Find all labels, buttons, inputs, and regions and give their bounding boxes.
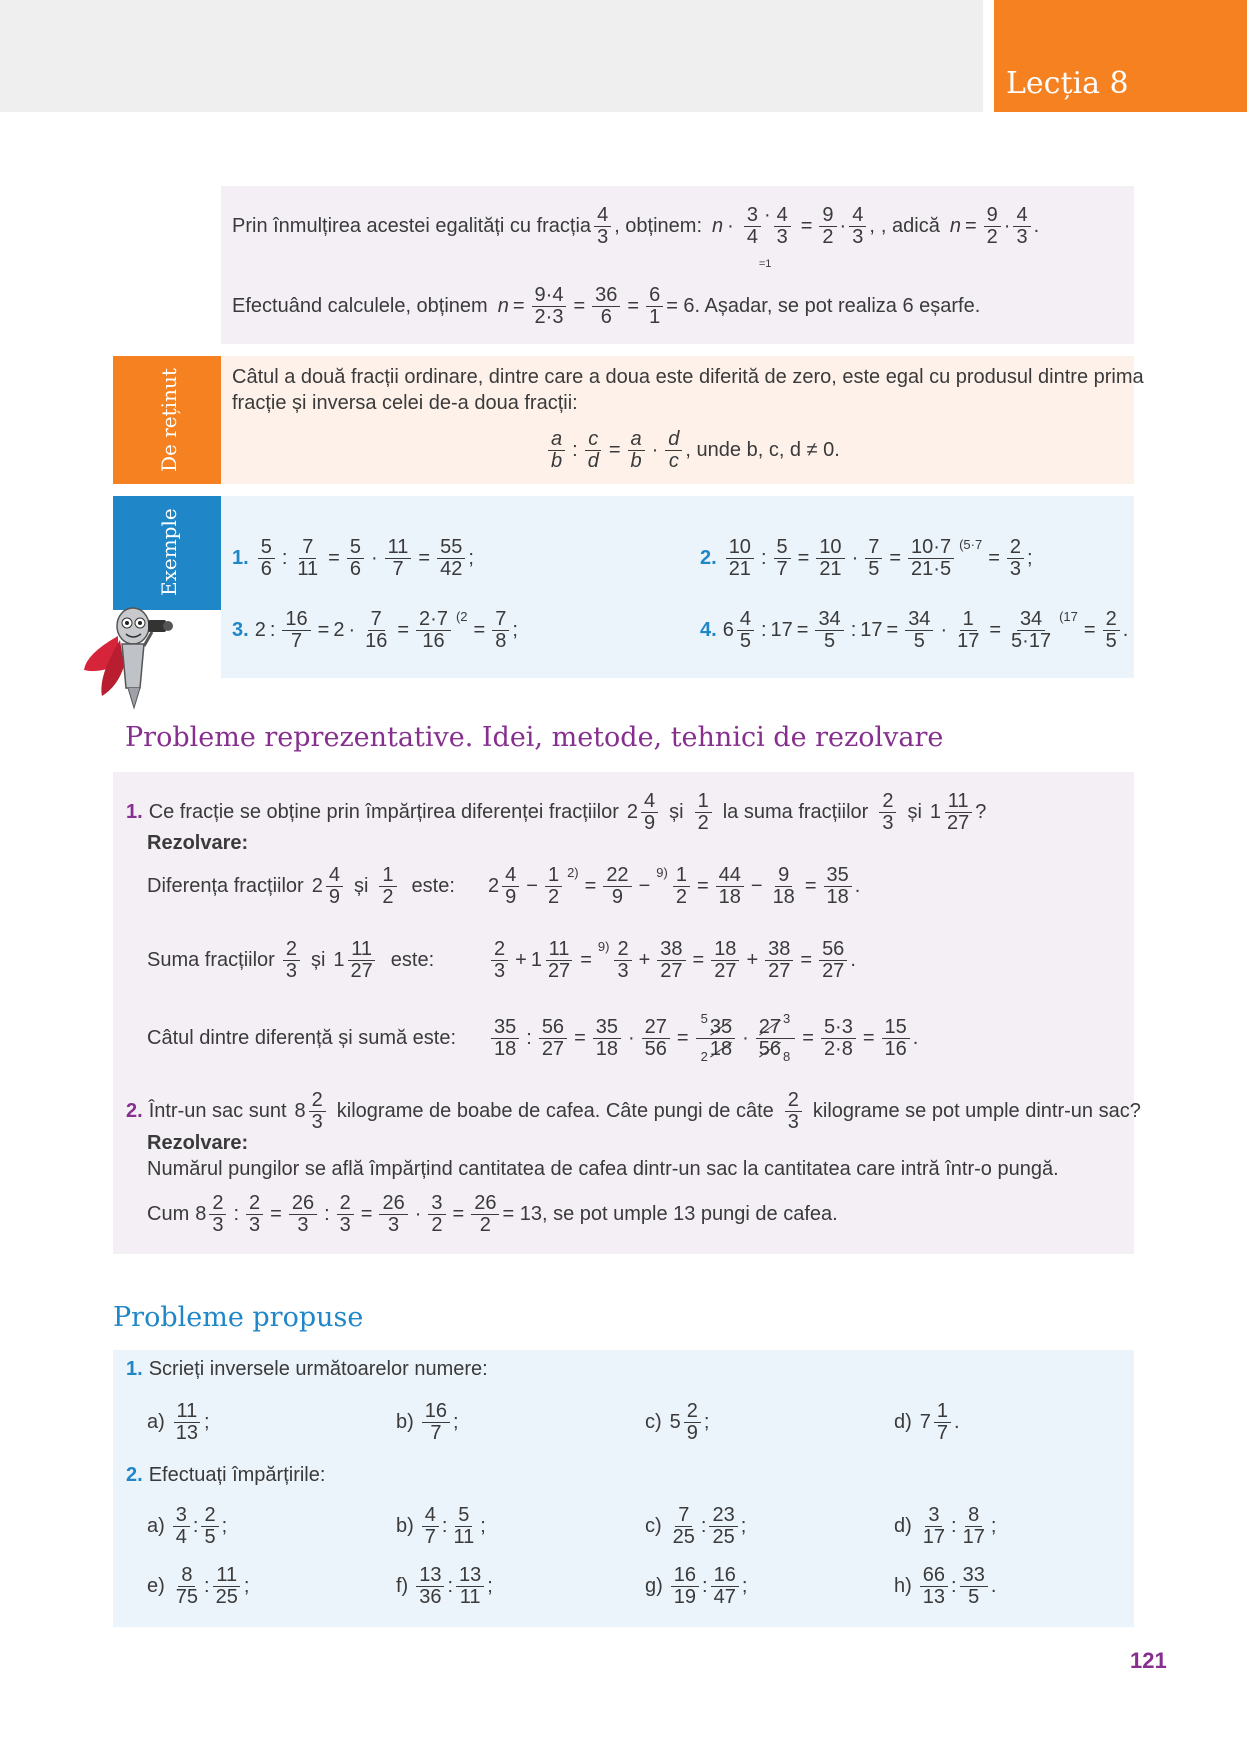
propuse-2-a: a) $\frac{3}{4}$ : $\frac{2}{5}$ ; bbox=[147, 1503, 228, 1548]
propuse-1-b: b) $\frac{16}{7}$ ; bbox=[396, 1399, 459, 1444]
problem-2-rezolvare: Rezolvare: bbox=[147, 1132, 249, 1154]
propuse-1-text: 1. Scrieți inversele următoarelor numere: bbox=[126, 1358, 488, 1380]
propuse-2-g: g) $\frac{16}{19}$ : $\frac{16}{47}$ ; bbox=[645, 1563, 748, 1608]
example-1: 1. $\frac{5}{6}$ : $\frac{7}{11}$ = $\frac{5}{6}$ · $\frac{11}{7}$ = $\frac{55}{42}$ ; bbox=[232, 535, 474, 580]
robot-mascot-illustration bbox=[78, 596, 188, 716]
retinut-formula: $\frac{a}{b}$ : $\frac{c}{d}$ = $\frac{a}{b}$ · $\frac{d}{c}$ , unde b, c, d ≠ 0. bbox=[545, 422, 840, 478]
problem-1-sum-label: Suma fracțiilor $\frac{2}{3}$ și 1 $\frac{11}{27}$ este: bbox=[147, 937, 435, 982]
lesson-tab bbox=[994, 0, 1247, 112]
propuse-1-c: c) 5 $\frac{2}{9}$ ; bbox=[645, 1399, 710, 1444]
problem-1-diff-label: Diferența fracțiilor 2 $\frac{4}{9}$ și $\frac{1}{2}$ este: bbox=[147, 863, 455, 908]
problem-2-question: 2. Într-un sac sunt 8 $\frac{2}{3}$ kilograme de boabe de cafea. Câte pungi de câte $\frac{2}{3}$ kilograme se pot umple dintr-un sac? bbox=[126, 1088, 1141, 1133]
underbraced-product: $\frac{3}{4}$ · $\frac{4}{3}$ =1 bbox=[741, 205, 794, 248]
exemple-tab: Exemple bbox=[113, 496, 221, 610]
retinut-text-2: fracție și inversa celei de-a doua fracții: bbox=[232, 392, 578, 414]
intro-line-1: Prin înmulțirea acestei egalități cu fracția $\frac{4}{3}$ , obținem: n · $\frac{3}{4}$ · $\frac{4}{3}$ =1 = $\frac{9}{2}$ · $\frac{4}{3}$ , , adică n = $\frac{9}{2}$ · $\frac{4}{3}$ . bbox=[232, 203, 1040, 270]
example-2: 2. $\frac{10}{21}$ : $\frac{5}{7}$ = $\frac{10}{21}$ · $\frac{7}{5}$ = $\frac{10\cdot 7}{21\cdot 5}$ (5·7 = $\frac{2}{3}$ ; bbox=[700, 535, 1033, 580]
header-band bbox=[0, 0, 983, 112]
retinut-text-1: Câtul a două fracții ordinare, dintre care a doua este diferită de zero, este egal cu produsul dintre prima bbox=[232, 366, 1144, 388]
problem-1-sum-calc: $\frac{2}{3}$ + 1 $\frac{11}{27}$ = 9) $\frac{2}{3}$ + $\frac{38}{27}$ = $\frac{18}{27}$ + $\frac{38}{27}$ = $\frac{56}{27}$ . bbox=[488, 932, 856, 988]
propuse-2-c: c) $\frac{7}{25}$ : $\frac{23}{25}$ ; bbox=[645, 1503, 747, 1548]
propuse-2-text: 2. Efectuați împărțirile: bbox=[126, 1464, 326, 1486]
section-title-propuse: Probleme propuse bbox=[113, 1302, 364, 1333]
section-title-reprezentative: Probleme reprezentative. Idei, metode, tehnici de rezolvare bbox=[125, 722, 944, 753]
example-3: 3. 2 : $\frac{16}{7}$ = 2 · $\frac{7}{16}$ = $\frac{2\cdot 7}{16}$ (2 = $\frac{7}{8}$ ; bbox=[232, 607, 518, 652]
problem-1-question: 1. Ce fracție se obține prin împărțirea diferenței fracțiilor 2 $\frac{4}{9}$ și $\frac{1}{2}$ la suma fracțiilor $\frac{2}{3}$ și 1 $\frac{11}{27}$ ? bbox=[126, 789, 987, 834]
propuse-2-f: f) $\frac{13}{36}$ : $\frac{13}{11}$ ; bbox=[396, 1563, 493, 1608]
problem-2-explanation: Numărul pungilor se află împărțind cantitatea de cafea dintr-un sac la cantitatea care intră într-o pungă. bbox=[147, 1158, 1059, 1180]
problem-1-cat-label: Câtul dintre diferență și sumă este: bbox=[147, 1026, 457, 1049]
propuse-2-d: d) $\frac{3}{17}$ : $\frac{8}{17}$ ; bbox=[894, 1503, 997, 1548]
problem-1-rezolvare: Rezolvare: bbox=[147, 832, 249, 854]
problem-1-diff-calc: 2 $\frac{4}{9}$ − $\frac{1}{2}$ 2) = $\frac{22}{9}$ − 9) $\frac{1}{2}$ = $\frac{44}{18}$ − $\frac{9}{18}$ = $\frac{35}{18}$ . bbox=[488, 863, 861, 908]
problem-2-calc: Cum 8 $\frac{2}{3}$ : $\frac{2}{3}$ = $\frac{26}{3}$ : $\frac{2}{3}$ = $\frac{26}{3}$ · $\frac{3}{2}$ = $\frac{26}{2}$ = 13, se pot umple 13 pungi de cafea. bbox=[147, 1191, 838, 1236]
propuse-1-d: d) 7 $\frac{1}{7}$ . bbox=[894, 1399, 960, 1444]
example-4: 4. 6 $\frac{4}{5}$ : 17 = $\frac{34}{5}$ : 17 = $\frac{34}{5}$ · $\frac{1}{17}$ = $\frac{34}{5\cdot 17}$ (17 = $\frac{2}{5}$ . bbox=[700, 607, 1129, 652]
retinut-tab: De reținut bbox=[113, 356, 221, 484]
lesson-label: Lecția 8 bbox=[1006, 66, 1129, 101]
problem-1-cat-calc: $\frac{35}{18}$ : $\frac{56}{27}$ = $\frac{35}{18}$ · $\frac{27}{56}$ = $\frac{^5 35}{_2 18}$ · $\frac{27 ^3}{56 _8}$ = $\frac{5\cdot 3}{2\cdot 8}$ = $\frac{15}{16}$ . bbox=[488, 1010, 918, 1066]
propuse-2-h: h) $\frac{66}{13}$ : $\frac{33}{5}$ . bbox=[894, 1563, 997, 1608]
propuse-2-e: e) $\frac{8}{75}$ : $\frac{11}{25}$ ; bbox=[147, 1563, 250, 1608]
intro-line-2: Efectuând calculele, obținem n = $\frac{9\cdot 4}{2\cdot 3}$ = $\frac{36}{6}$ = $\frac{6}{1}$ = 6. Așadar, se pot realiza 6 eșarfe. bbox=[232, 283, 981, 328]
page-number: 121 bbox=[1130, 1648, 1167, 1673]
propuse-2-b: b) $\frac{4}{7}$ : $\frac{5}{11}$ ; bbox=[396, 1503, 486, 1548]
propuse-1-a: a) $\frac{11}{13}$ ; bbox=[147, 1399, 210, 1444]
